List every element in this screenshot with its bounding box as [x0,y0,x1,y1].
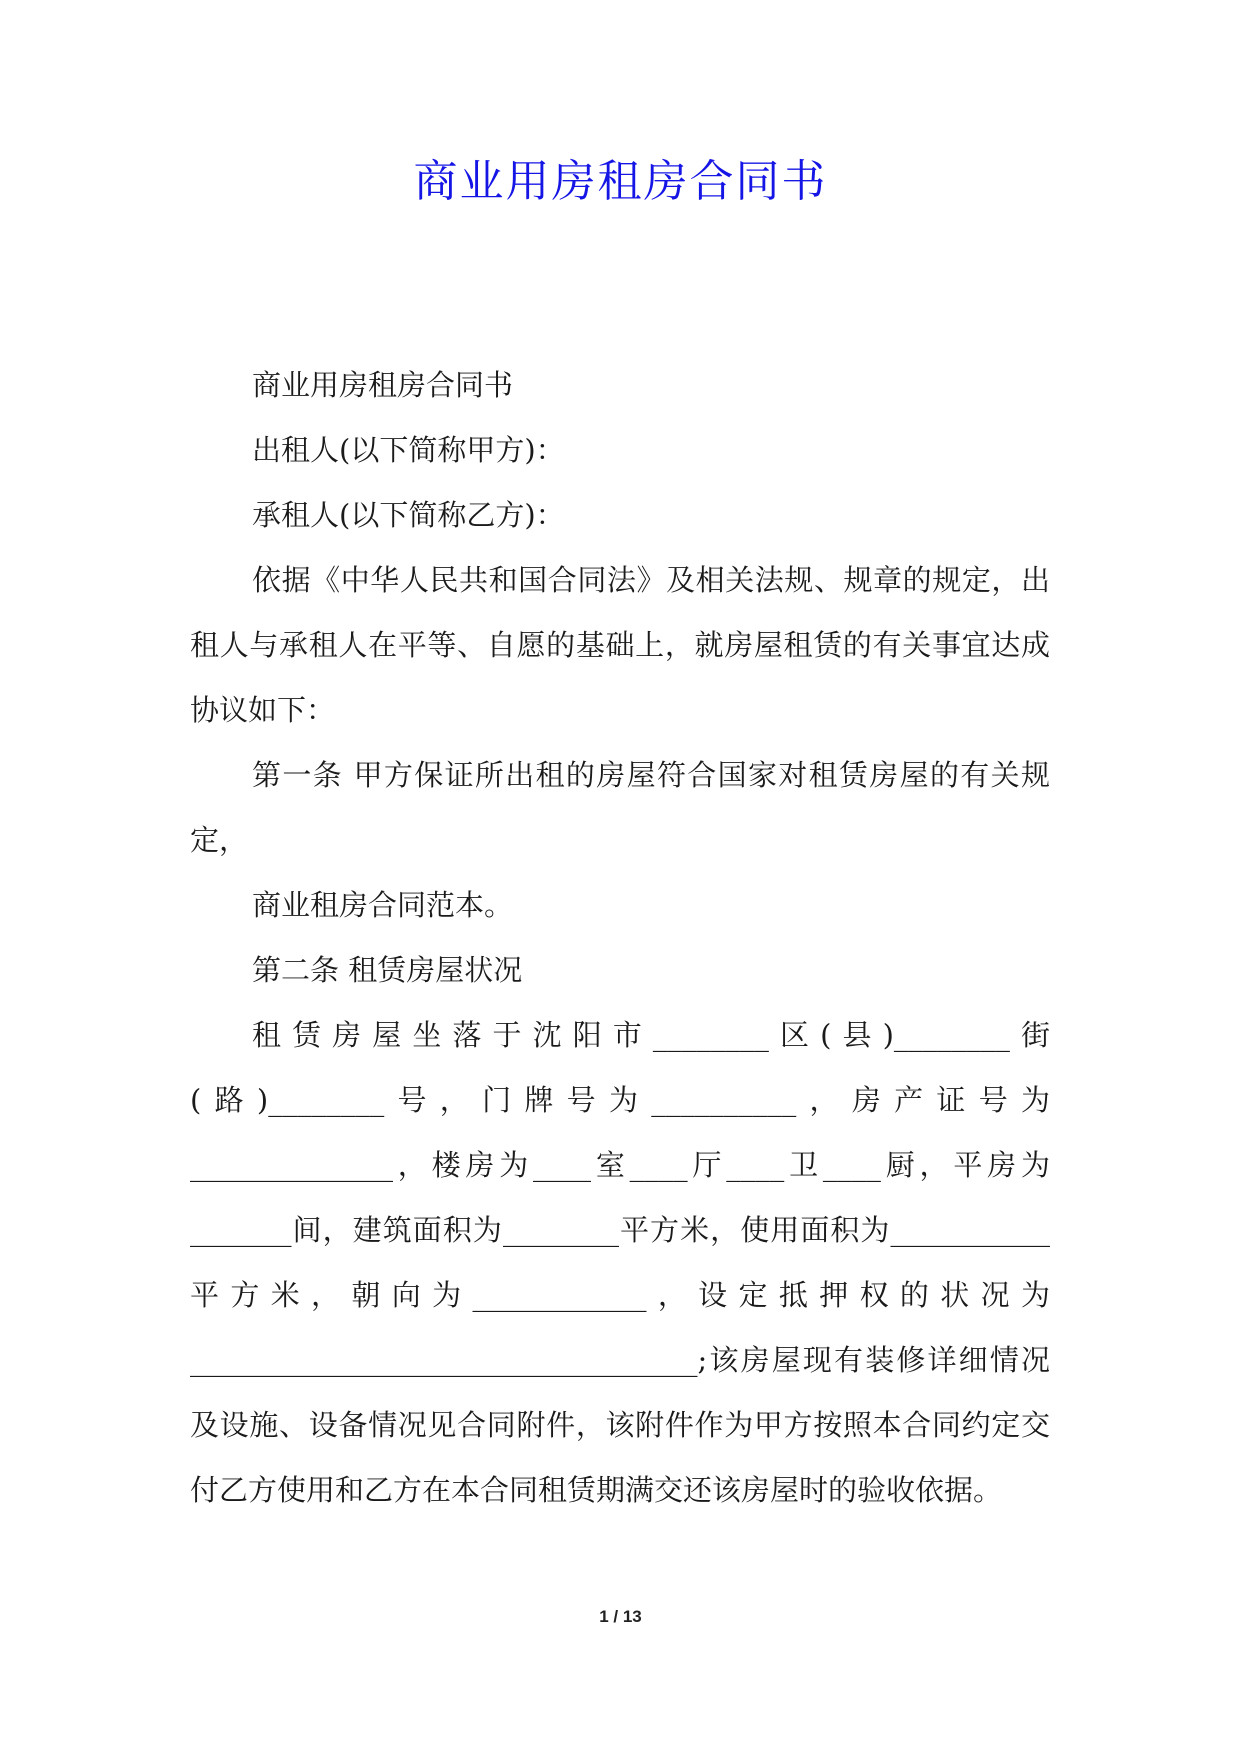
paragraph-article-1: 第一条 甲方保证所出租的房屋符合国家对租赁房屋的有关规定， [190,758,1050,857]
paragraph-lessor: 出租人(以下简称甲方)： [252,433,565,467]
paragraph-lessee: 承租人(以下简称乙方)： [252,498,565,532]
page-indicator: 1 / 13 [599,1607,642,1626]
document-title: 商业用房租房合同书 [413,156,828,207]
paragraph-subtitle: 商业用房租房合同书 [252,368,514,402]
document-body [190,353,1050,1523]
paragraph-preamble: 依据《中华人民共和国合同法》及相关法规、规章的规定，出租人与承租人在平等、自愿的基础上，就房屋租赁的有关事宜达成协议如下： [190,563,1050,727]
paragraph-article-2-heading: 第二条 租赁房屋状况 [252,953,523,987]
paragraph-template-note: 商业租房合同范本。 [252,888,514,922]
paragraph-article-2-body: 租赁房屋坐落于沈阳市________区(县)________街(路)________号，门牌号为__________，房产证号为______________，楼房为____室____厅____卫____厨，平房为_______间，建筑面积为________平方米，使用面积为___________平方米，朝向为____________，设定抵押权的状况为___________________________________;该房屋现有装修详细情况及设施、设备情况见合同附件，该附件作为甲方按照本合同约定交付乙方使用和乙方在本合同租赁期满交还该房屋时的验收依据。 [190,1018,1050,1507]
